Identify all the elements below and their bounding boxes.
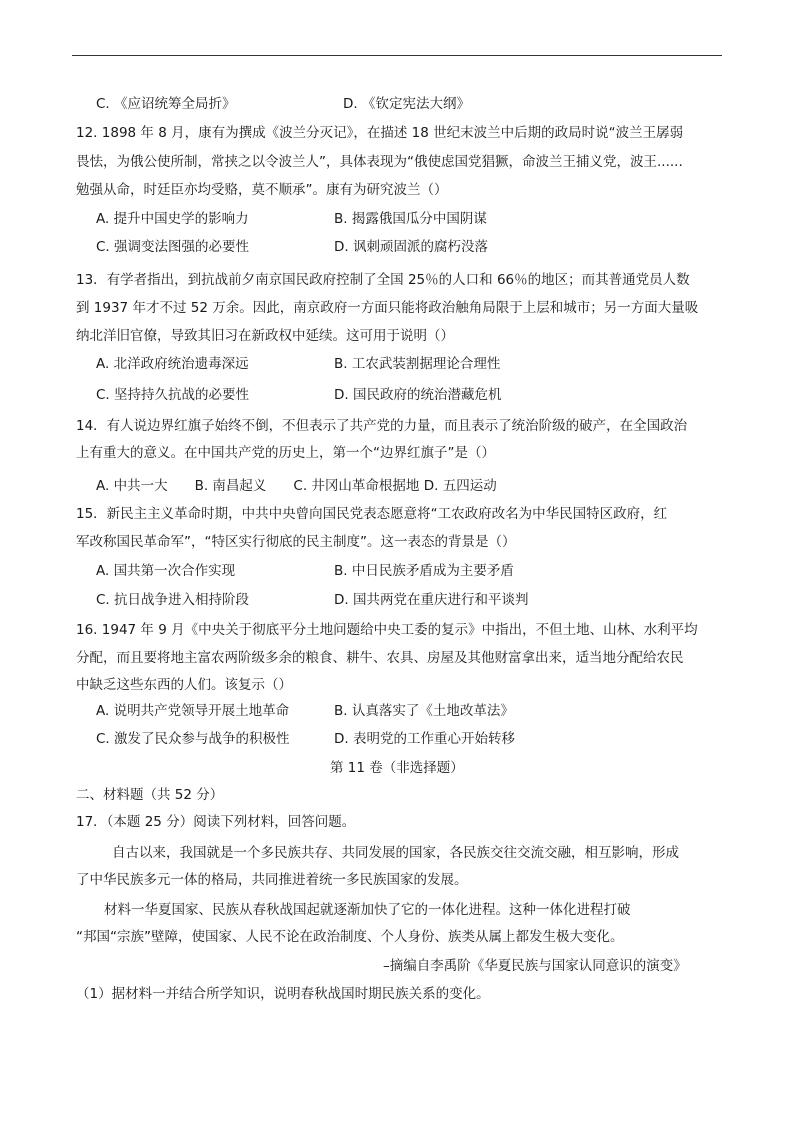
section-2-heading: 二、材料题（共 52 分） bbox=[76, 787, 224, 803]
q17-prompt: 17．（本题 25 分）阅读下列材料，回答问题。 bbox=[76, 814, 356, 830]
q16-option-c: C. 激发了民众参与战争的积极性 bbox=[96, 731, 290, 747]
q14-line-2: 上有重大的意义。在中国共产党的历史上，第一个“边界红旗子”是（） bbox=[76, 445, 495, 461]
q13-option-c: C. 坚持持久抗战的必要性 bbox=[96, 387, 250, 403]
q16-line-2: 分配，而且要将地主富农两阶级多余的粮食、耕牛、农具、房屋及其他财富拿出来，适当地分配给农民 bbox=[76, 650, 684, 666]
q12-option-c: C. 强调变法图强的必要性 bbox=[96, 239, 250, 255]
q12-option-b: B. 揭露俄国瓜分中国阴谋 bbox=[334, 211, 487, 227]
q15-option-d: D. 国共两党在重庆进行和平谈判 bbox=[334, 592, 529, 608]
q12-option-d: D. 讽刺顽固派的腐朽没落 bbox=[334, 239, 488, 255]
volume-title: 第 11 卷（非选择题） bbox=[330, 760, 464, 776]
q15-line-2: 军改称国民革命军”，“特区实行彻底的民主制度”。这一表态的背景是（） bbox=[76, 534, 516, 550]
q12-line-1: 12. 1898 年 8 月，康有为撰成《波兰分灭记》，在描述 18 世纪末波兰中后期的政局时说“波兰王孱弱 bbox=[76, 125, 684, 141]
q14-line-1: 14．有人说边界红旗子始终不倒，不但表示了共产党的力量，而且表示了统治阶级的破产，在全国政治 bbox=[76, 418, 688, 434]
q12-line-3: 勉强从命，时廷臣亦均受赂，莫不顺承”。康有为研究波兰（） bbox=[76, 182, 448, 198]
option-c-prev: C. 《应诏统筹全局折》 bbox=[96, 96, 236, 112]
q13-line-1: 13．有学者指出，到抗战前夕南京国民政府控制了全国 25％的人口和 66％的地区；而其普通党员人数 bbox=[76, 272, 690, 288]
q13-line-3: 纳北洋旧官僚，导致其旧习在新政权中延续。这可用于说明（） bbox=[76, 328, 454, 344]
q13-option-d: D. 国民政府的统治潜藏危机 bbox=[334, 387, 502, 403]
q14-options: A. 中共一大 B. 南昌起义 C. 井冈山革命根据地 D. 五四运动 bbox=[96, 478, 497, 494]
q17-intro-line-1: 自古以来，我国就是一个多民族共存、共同发展的国家，各民族交往交流交融，相互影响，形成 bbox=[112, 845, 679, 861]
q16-option-b: B. 认真落实了《土地改革法》 bbox=[334, 703, 514, 719]
q16-option-d: D. 表明党的工作重心开始转移 bbox=[334, 731, 515, 747]
q13-option-a: A. 北洋政府统治遗毒深远 bbox=[96, 356, 249, 372]
q17-material-line-2: “邦国“宗族”壁障，使国家、人民不论在政治制度、个人身份、族类从属上都发生极大变化。 bbox=[76, 929, 624, 945]
q16-line-1: 16. 1947 年 9 月《中央关于彻底平分土地问题给中央工委的复示》中指出，不但土地、山林、水利平均 bbox=[76, 622, 698, 638]
q17-material-line-1: 材料一华夏国家、民族从春秋战国起就逐渐加快了它的一体化进程。这种一体化进程打破 bbox=[104, 902, 631, 918]
q17-intro-line-2: 了中华民族多元一体的格局，共同推进着统一多民族国家的发展。 bbox=[76, 872, 468, 888]
q12-line-2: 畏怯，为俄公使所制，常挟之以令波兰人”，具体表现为“俄使虑国党猖獗，命波兰王捕义党，波王...... bbox=[76, 154, 683, 170]
q15-line-1: 15．新民主主义革命时期，中共中央曾向国民党表态愿意将“工农政府改名为中华民国特区政府，红 bbox=[76, 506, 668, 522]
q15-option-a: A. 国共第一次合作实现 bbox=[96, 563, 236, 579]
q13-line-2: 到 1937 年才不过 52 万余。因此，南京政府一方面只能将政治触角局限于上层和城市；另一方面大量吸 bbox=[76, 300, 699, 316]
q16-line-3: 中缺乏这些东西的人们。该复示（） bbox=[76, 677, 292, 693]
q13-option-b: B. 工农武装割据理论合理性 bbox=[334, 356, 501, 372]
q16-option-a: A. 说明共产党领导开展土地革命 bbox=[96, 703, 290, 719]
q15-option-b: B. 中日民族矛盾成为主要矛盾 bbox=[334, 563, 514, 579]
q17-source: –摘编自李禹阶《华夏民族与国家认同意识的演变》 bbox=[383, 958, 687, 974]
option-d-prev: D. 《钦定宪法大纲》 bbox=[343, 96, 470, 112]
q15-option-c: C. 抗日战争进入相持阶段 bbox=[96, 592, 250, 608]
header-rule bbox=[72, 55, 722, 56]
q12-option-a: A. 提升中国史学的影响力 bbox=[96, 211, 249, 227]
q17-sub-question-1: （1）据材料一并结合所学知识，说明春秋战国时期民族关系的变化。 bbox=[76, 986, 490, 1002]
